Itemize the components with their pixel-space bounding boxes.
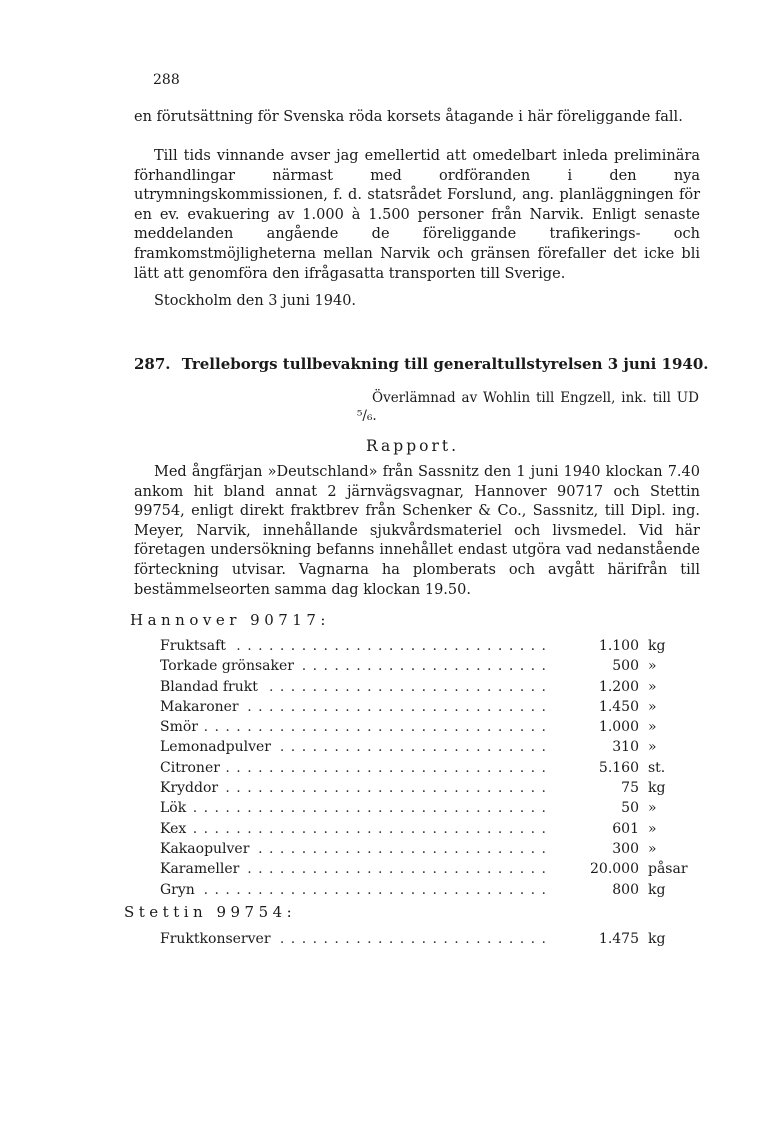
item-unit: kg	[648, 638, 666, 654]
item-quantity: 601	[612, 820, 639, 837]
list-item	[160, 636, 700, 656]
item-name: Smör	[160, 719, 202, 735]
item-name-cell	[160, 697, 552, 717]
item-name: Citroner	[160, 760, 224, 776]
item-name: Lemonadpulver	[160, 739, 275, 755]
item-name: Fruktkonserver	[160, 931, 275, 947]
item-unit: kg	[648, 780, 666, 797]
item-quantity: 1.000	[598, 719, 639, 736]
item-name: Torkade grönsaker	[160, 658, 298, 674]
item-unit: »	[648, 678, 657, 695]
item-quantity: 20.000	[590, 861, 639, 878]
item-unit: »	[648, 800, 657, 817]
item-quantity: 300	[612, 840, 639, 857]
report-title: Rapport.	[366, 437, 460, 455]
list-item	[160, 819, 700, 839]
item-unit: »	[648, 719, 657, 736]
item-unit: st.	[648, 759, 666, 776]
item-name-cell	[160, 717, 552, 737]
list-item	[160, 697, 700, 717]
item-unit: kg	[648, 881, 666, 898]
list-item	[160, 929, 700, 949]
item-unit: kg	[648, 931, 666, 947]
item-name-cell	[160, 778, 552, 798]
item-quantity: 5.160	[598, 759, 639, 776]
item-name: Karameller	[160, 861, 243, 877]
item-name: Gryn	[160, 882, 199, 898]
paragraph-main: Till tids vinnande avser jag emellertid att omedelbart inleda preliminära förhandlingar närmast med ordföranden i den nya utrymningskommissionen, f. d. statsrådet Forslund, ang. planläggningen för en ev. evakuering av 1.000 à 1.500 personer från Narvik. Enligt senaste meddelanden angående de föreliggande trafikerings- och framkomstmöjligheterna mellan Narvik och gränsen förefaller det icke bli lätt att genomföra den ifrågasatta transporten till Sverige.	[134, 148, 700, 282]
item-name: Makaroner	[160, 699, 243, 715]
item-name-cell	[160, 656, 552, 676]
wagon-label-hannover: Hannover 90717:	[130, 611, 330, 629]
item-name-cell	[160, 636, 552, 656]
item-name: Lök	[160, 800, 190, 816]
item-quantity: 1.450	[598, 698, 639, 715]
list-item	[160, 717, 700, 737]
item-name-cell	[160, 677, 552, 697]
item-quantity: 1.200	[598, 678, 639, 695]
item-name-cell	[160, 839, 552, 859]
list-item	[160, 778, 700, 798]
document-heading	[134, 355, 709, 373]
item-name-cell	[160, 819, 552, 839]
item-name: Kakaopulver	[160, 841, 253, 857]
item-name-cell	[160, 737, 552, 757]
item-unit: »	[648, 840, 657, 857]
page-number: 288	[153, 72, 180, 88]
list-item	[160, 677, 700, 697]
delivery-note-text: Överlämnad av Wohlin till Engzell, ink. till UD ⁵/₆.	[357, 390, 699, 424]
wagon-label-stettin: Stettin 99754:	[124, 903, 297, 921]
item-list-stettin	[160, 929, 700, 949]
item-name-cell	[160, 798, 552, 818]
item-unit: påsar	[648, 861, 688, 878]
item-name: Blandad frukt	[160, 679, 262, 695]
item-quantity: 1.100	[598, 638, 639, 654]
item-unit: »	[648, 820, 657, 837]
list-item	[160, 758, 700, 778]
item-name-cell	[160, 929, 552, 949]
item-name: Kryddor	[160, 780, 222, 796]
list-item	[160, 859, 700, 879]
list-item	[160, 656, 700, 676]
item-name-cell	[160, 859, 552, 879]
item-list-hannover	[160, 636, 700, 900]
item-unit: »	[648, 698, 657, 715]
paragraph-continuation: en förutsättning för Svenska röda korsets åtagande i här föreliggande fall.	[134, 109, 683, 125]
document-title: Trelleborgs tullbevakning till generaltullstyrelsen 3 juni 1940.	[181, 355, 709, 373]
item-quantity: 75	[621, 780, 639, 797]
list-item	[160, 798, 700, 818]
item-unit: »	[648, 739, 657, 756]
list-item	[160, 737, 700, 757]
item-unit: »	[648, 658, 657, 675]
item-quantity: 500	[612, 658, 639, 675]
item-quantity: 50	[621, 800, 639, 817]
report-body: Med ångfärjan »Deutschland» från Sassnitz den 1 juni 1940 klockan 7.40 ankom hit bland annat 2 järnvägsvagnar, Hannover 90717 och Stettin 99754, enligt direkt fraktbrev från Schenker & Co., Sassnitz, till Dipl. ing. Meyer, Narvik, innehållande sjukvårdsmateriel och livsmedel. Vid här företagen undersökning befanns innehållet endast utgöra vad nedanstående förteckning utvisar. Vagnarna ha plomberats och avgått härifrån till bestämmelseorten samma dag klockan 19.50.	[134, 464, 700, 598]
item-name-cell	[160, 758, 552, 778]
item-quantity: 1.475	[598, 931, 639, 947]
item-name: Kex	[160, 821, 190, 837]
place-date: Stockholm den 3 juni 1940.	[154, 293, 357, 309]
list-item	[160, 839, 700, 859]
item-name: Fruktsaft	[160, 638, 230, 654]
document-number: 287.	[134, 355, 171, 373]
item-quantity: 310	[612, 739, 639, 756]
item-quantity: 800	[612, 881, 639, 898]
delivery-note	[357, 389, 699, 425]
item-name-cell	[160, 880, 552, 900]
list-item	[160, 880, 700, 900]
